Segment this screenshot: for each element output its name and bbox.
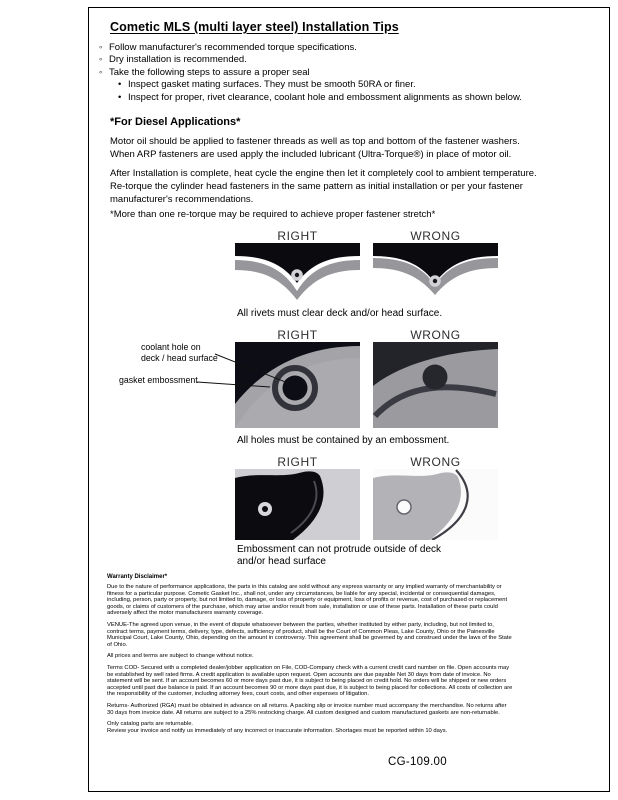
filled-bullet-icon <box>118 92 128 104</box>
connector-lines-drawing <box>196 345 296 401</box>
diesel-paragraph-2: After Installation is complete, heat cycle the engine then let it completely cool to ambient temperature. Re-torque the cylinder head fasteners in the same pattern as initial installation or per your fastener manufacturer's recommendations. <box>110 168 537 205</box>
tip-item <box>99 54 522 66</box>
embossment-right-figure <box>235 469 360 540</box>
disclaimer-paragraph: All prices and terms are subject to change without notice. <box>107 653 254 660</box>
sub-tip-text: Inspect for proper, rivet clearance, coolant hole and embossment alignments as shown below. <box>128 91 522 103</box>
right-header-row1: RIGHT <box>277 229 318 243</box>
sub-tip-text: Inspect gasket mating surfaces. They must be smooth 50RA or finer. <box>128 79 416 91</box>
disclaimer-paragraph: Only catalog parts are returnable. <box>107 721 194 728</box>
coolant-hole-wrong-figure <box>373 342 498 428</box>
coolant-hole-wrong-drawing <box>373 342 498 428</box>
wrong-header-row2: WRONG <box>410 328 461 342</box>
disclaimer-paragraph: Returns- Authorized (RGA) must be obtained in advance on all returns. A packing slip or invoice number must accompany the merchandise. No returns after 30 days from invoice date. All returns are subject to a 25% restocking charge. All custom designed and custom manufactured gaskets are non-returnable. <box>107 702 507 716</box>
document-code: CG-109.00 <box>388 756 447 768</box>
sub-tip-item <box>99 92 522 104</box>
figure-caption-row2: All holes must be contained by an embossment. <box>237 435 450 446</box>
disclaimer-paragraph: Due to the nature of performance applications, the parts in this catalog are sold without any express warranty or any implied warranty of merchantability or fitness for a particular purpose. Cometic Gasket Inc., shall not, under any circumstances, be liable for any special, incidental or consequential damages, including, person, party or property, but not limited to, damage, or loss of property or equipment, loss of profits or revenue, cost of purchased or replacement goods, or claims of customers of the purchase, which may arise and/or result from sale, installation or use of these parts. Installation of these parts could adversely affect the motor manufacturers warranty coverage. <box>107 584 508 617</box>
tips-list <box>99 42 522 104</box>
figure-caption-row1: All rivets must clear deck and/or head surface. <box>237 308 443 319</box>
rivet-right-figure <box>235 243 360 301</box>
callout-text-line: coolant hole on <box>141 342 201 352</box>
embossment-right-drawing <box>235 469 360 540</box>
disclaimer-paragraph: VENUE-The agreed upon venue, in the event of dispute whatsoever between the parties, whether instituted by either party, including, but not limited to, contract terms, payment terms, delivery, type, defects, sufficiency of product, shall be the Court of Common Pleas, Lake County, Ohio or the Painesville Municipal Court, Lake County, Ohio, depending on the amount in controversy. This agreement shall be governed by and construed under the laws of the State of Ohio. <box>107 621 512 648</box>
open-bullet-icon <box>99 42 109 54</box>
rivet-right-drawing <box>235 243 360 301</box>
embossment-wrong-figure <box>373 469 498 540</box>
filled-bullet-icon <box>118 79 128 91</box>
tip-text: Dry installation is recommended. <box>109 54 247 66</box>
open-bullet-icon <box>99 67 109 79</box>
wrong-header-row1: WRONG <box>410 229 461 243</box>
disclaimer-paragraph: Review your invoice and notify us immediately of any incorrect or inaccurate information. Shortages must be reported within 10 days. <box>107 727 448 734</box>
figure-caption-row3: Embossment can not protrude outside of deck and/or head surface <box>237 544 442 567</box>
page-title: Cometic MLS (multi layer steel) Installation Tips <box>110 20 399 34</box>
wrong-header-row3: WRONG <box>410 455 461 469</box>
tip-item <box>99 42 522 54</box>
rivet-wrong-figure <box>373 243 498 301</box>
embossment-wrong-drawing <box>373 469 498 540</box>
sub-tip-item <box>99 79 522 91</box>
rivet-wrong-drawing <box>373 243 498 301</box>
warranty-disclaimer-section <box>107 574 513 739</box>
diesel-paragraph-1: Motor oil should be applied to fastener threads as well as top and bottom of the fastener washers. When ARP fasteners are used apply the included lubricant (Ultra-Torque®) in place of motor oil. <box>110 136 520 160</box>
disclaimer-paragraph: Terms COD- Secured with a completed dealer/jobber application on File, COD-Company check with a current credit card number on file. Open accounts may be established by well rated firms. A credit application is available upon request. Open accounts are due payable Net 30 days from date of invoice. No statement will be sent. If an account becomes 60 or more days past due, it is subject to being placed on credit hold. No orders will be shipped or new orders accepted until past due balance is paid. If an account becomes 90 or more days past due, it is subject to being placed for collections. All costs of collection are the responsibility of the customer, including attorney fees, court costs, and other expenses of litigation. <box>107 664 513 698</box>
right-header-row2: RIGHT <box>277 328 318 342</box>
tip-item <box>99 67 522 79</box>
tip-text: Take the following steps to assure a proper seal <box>109 66 310 78</box>
callout-connector-lines <box>196 345 296 401</box>
diesel-applications-heading: *For Diesel Applications* <box>110 116 241 128</box>
disclaimer-heading: Warranty Disclaimer* <box>107 574 168 580</box>
right-header-row3: RIGHT <box>277 455 318 469</box>
open-bullet-icon <box>99 54 109 66</box>
callout-text-line: deck / head surface <box>141 352 218 363</box>
gasket-embossment-callout: gasket embossment <box>119 375 198 385</box>
tip-text: Follow manufacturer's recommended torque specifications. <box>109 42 357 53</box>
retorque-note: *More than one re-torque may be required to achieve proper fastener stretch* <box>110 209 436 220</box>
